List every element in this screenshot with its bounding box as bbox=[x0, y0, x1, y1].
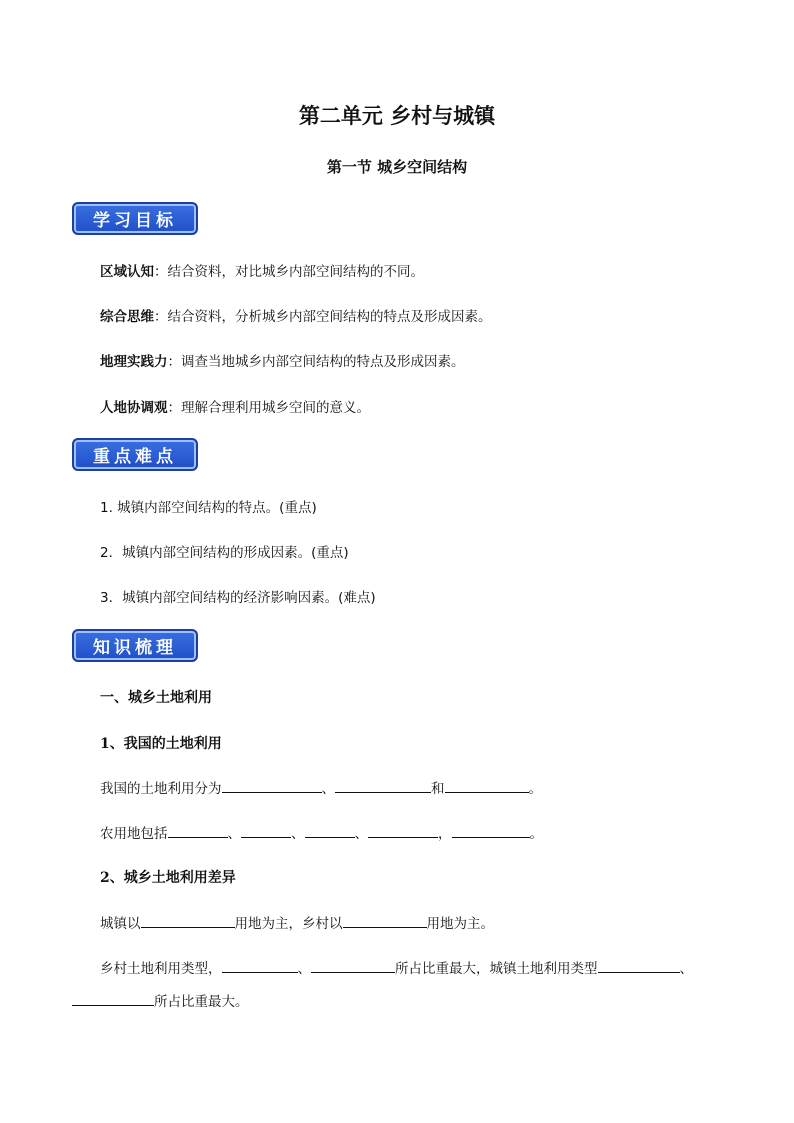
objectives-badge: 学习目标 bbox=[72, 202, 198, 235]
answer-blank[interactable] bbox=[141, 915, 235, 928]
answer-blank[interactable] bbox=[168, 825, 228, 838]
keypoint-item: 1. 城镇内部空间结构的特点。(重点) bbox=[100, 500, 317, 516]
section-subtitle: 第一节 城乡空间结构 bbox=[326, 158, 468, 176]
answer-blank[interactable] bbox=[222, 780, 322, 793]
fill-in-sentence: 乡村土地利用类型， 、 所占比重最大，城镇土地利用类型 、 bbox=[100, 961, 693, 977]
knowledge-badge: 知识梳理 bbox=[72, 629, 198, 662]
fill-in-sentence: 城镇以 用地为主，乡村以 用地为主。 bbox=[100, 916, 494, 932]
keypoint-item: 3．城镇内部空间结构的经济影响因素。(难点) bbox=[100, 590, 376, 606]
answer-blank[interactable] bbox=[72, 993, 154, 1006]
answer-blank[interactable] bbox=[368, 825, 438, 838]
keypoints-badge: 重点难点 bbox=[72, 438, 198, 471]
section-heading: 一、城乡土地利用 bbox=[100, 690, 212, 706]
fill-in-sentence: 农用地包括 、 、 、 ， 。 bbox=[100, 826, 543, 842]
answer-blank[interactable] bbox=[305, 825, 355, 838]
objective-item: 地理实践力：调查当地城乡内部空间结构的特点及形成因素。 bbox=[100, 354, 465, 370]
answer-blank[interactable] bbox=[335, 780, 431, 793]
answer-blank[interactable] bbox=[311, 960, 395, 973]
answer-blank[interactable] bbox=[452, 825, 530, 838]
objective-item: 综合思维：结合资料，分析城乡内部空间结构的特点及形成因素。 bbox=[100, 309, 492, 325]
keypoint-item: 2．城镇内部空间结构的形成因素。(重点) bbox=[100, 545, 349, 561]
subsection-heading: 2、城乡土地利用差异 bbox=[100, 870, 236, 886]
answer-blank[interactable] bbox=[598, 960, 680, 973]
answer-blank[interactable] bbox=[445, 780, 529, 793]
document-title: 第二单元 乡村与城镇 bbox=[298, 103, 496, 128]
answer-blank[interactable] bbox=[222, 960, 298, 973]
answer-blank[interactable] bbox=[343, 915, 427, 928]
fill-in-sentence: 我国的土地利用分为 、 和 。 bbox=[100, 781, 542, 797]
subsection-heading: 1、我国的土地利用 bbox=[100, 736, 222, 752]
objective-item: 人地协调观：理解合理利用城乡空间的意义。 bbox=[100, 400, 370, 416]
answer-blank[interactable] bbox=[241, 825, 291, 838]
objective-item: 区域认知：结合资料，对比城乡内部空间结构的不同。 bbox=[100, 264, 424, 280]
fill-in-sentence-continued: 所占比重最大。 bbox=[72, 990, 249, 1010]
